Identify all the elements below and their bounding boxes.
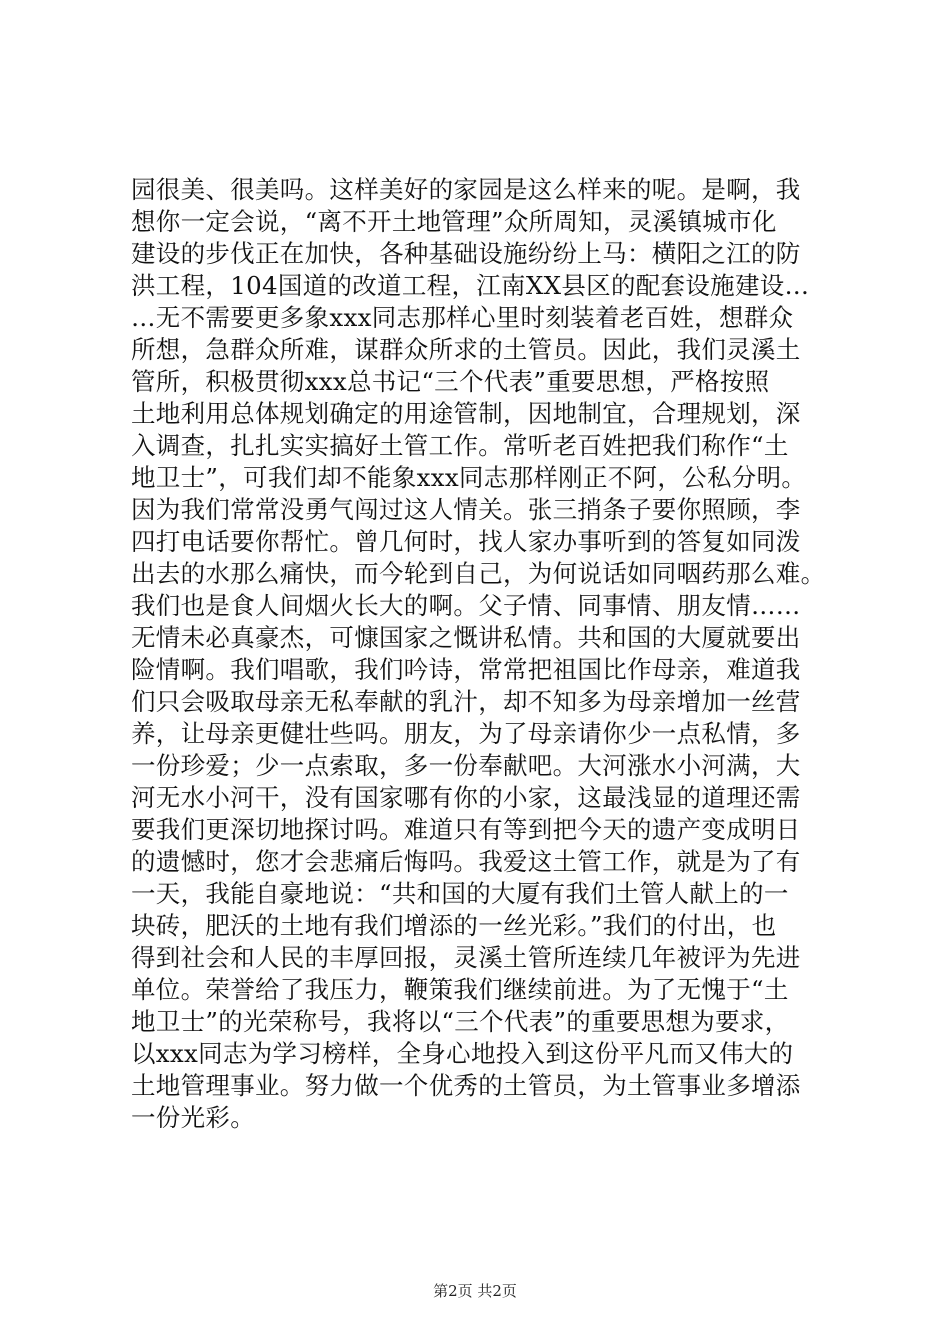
text-line: 们只会吸取母亲无私奉献的乳汁，却不知多为母亲增加一丝营	[131, 687, 801, 716]
text-line: …无不需要更多象xxx同志那样心里时刻装着老百姓，想群众	[131, 303, 794, 332]
text-line: 养，让母亲更健壮些吗。朋友，为了母亲请你少一点私情，多	[131, 719, 801, 748]
text-line: 一份珍爱；少一点索取，多一份奉献吧。大河涨水小河满，大	[131, 751, 801, 780]
text-line: 洪工程，104国道的改道工程，江南XX县区的配套设施建设…	[131, 271, 810, 300]
text-line: 管所，积极贯彻xxx总书记“三个代表”重要思想，严格按照	[131, 367, 770, 396]
text-line: 河无水小河干，没有国家哪有你的小家，这最浅显的道理还需	[131, 783, 801, 812]
text-line: 园很美、很美吗。这样美好的家园是这么样来的呢。是啊，我	[131, 175, 801, 204]
text-line: 所想，急群众所难，谋群众所求的土管员。因此，我们灵溪土	[131, 335, 801, 364]
text-line: 出去的水那么痛快，而今轮到自己，为何说话如同咽药那么难。	[131, 559, 826, 588]
text-line: 四打电话要你帮忙。曾几何时，找人家办事听到的答复如同泼	[131, 527, 801, 556]
text-line: 建设的步伐正在加快，各种基础设施纷纷上马：横阳之江的防	[131, 239, 801, 268]
text-line: 地卫士”，可我们却不能象xxx同志那样刚正不阿，公私分明。	[131, 463, 807, 492]
text-line: 得到社会和人民的丰厚回报，灵溪土管所连续几年被评为先进	[131, 943, 801, 972]
text-line: 的遗憾时，您才会悲痛后悔吗。我爱这土管工作，就是为了有	[131, 847, 801, 876]
text-line: 一天，我能自豪地说：“共和国的大厦有我们土管人献上的一	[131, 879, 789, 908]
text-line: 险情啊。我们唱歌，我们吟诗，常常把祖国比作母亲，难道我	[131, 655, 801, 684]
text-line: 一份光彩。	[131, 1103, 255, 1132]
body-text	[131, 174, 851, 1134]
text-line: 想你一定会说，“离不开土地管理”众所周知，灵溪镇城市化	[131, 207, 777, 236]
text-line: 要我们更深切地探讨吗。难道只有等到把今天的遗产变成明日	[131, 815, 801, 844]
text-line: 入调查，扎扎实实搞好土管工作。常听老百姓把我们称作“土	[131, 431, 789, 460]
text-line: 单位。荣誉给了我压力，鞭策我们继续前进。为了无愧于“土	[131, 975, 789, 1004]
text-line: 块砖，肥沃的土地有我们增添的一丝光彩。”我们的付出，也	[131, 911, 777, 940]
page-number-footer: 第2页 共2页	[433, 1282, 517, 1300]
text-line: 无情未必真豪杰，可慷国家之慨讲私情。共和国的大厦就要出	[131, 623, 801, 652]
text-line: 土地管理事业。努力做一个优秀的土管员，为土管事业多增添	[131, 1071, 801, 1100]
text-line: 土地利用总体规划确定的用途管制，因地制宜，合理规划，深	[131, 399, 801, 428]
text-line: 以xxx同志为学习榜样，全身心地投入到这份平凡而又伟大的	[131, 1039, 794, 1068]
text-line: 我们也是食人间烟火长大的啊。父子情、同事情、朋友情……	[131, 591, 801, 620]
text-line: 地卫士”的光荣称号，我将以“三个代表”的重要思想为要求，	[131, 1007, 790, 1036]
text-line: 因为我们常常没勇气闯过这人情关。张三捎条子要你照顾，李	[131, 495, 801, 524]
